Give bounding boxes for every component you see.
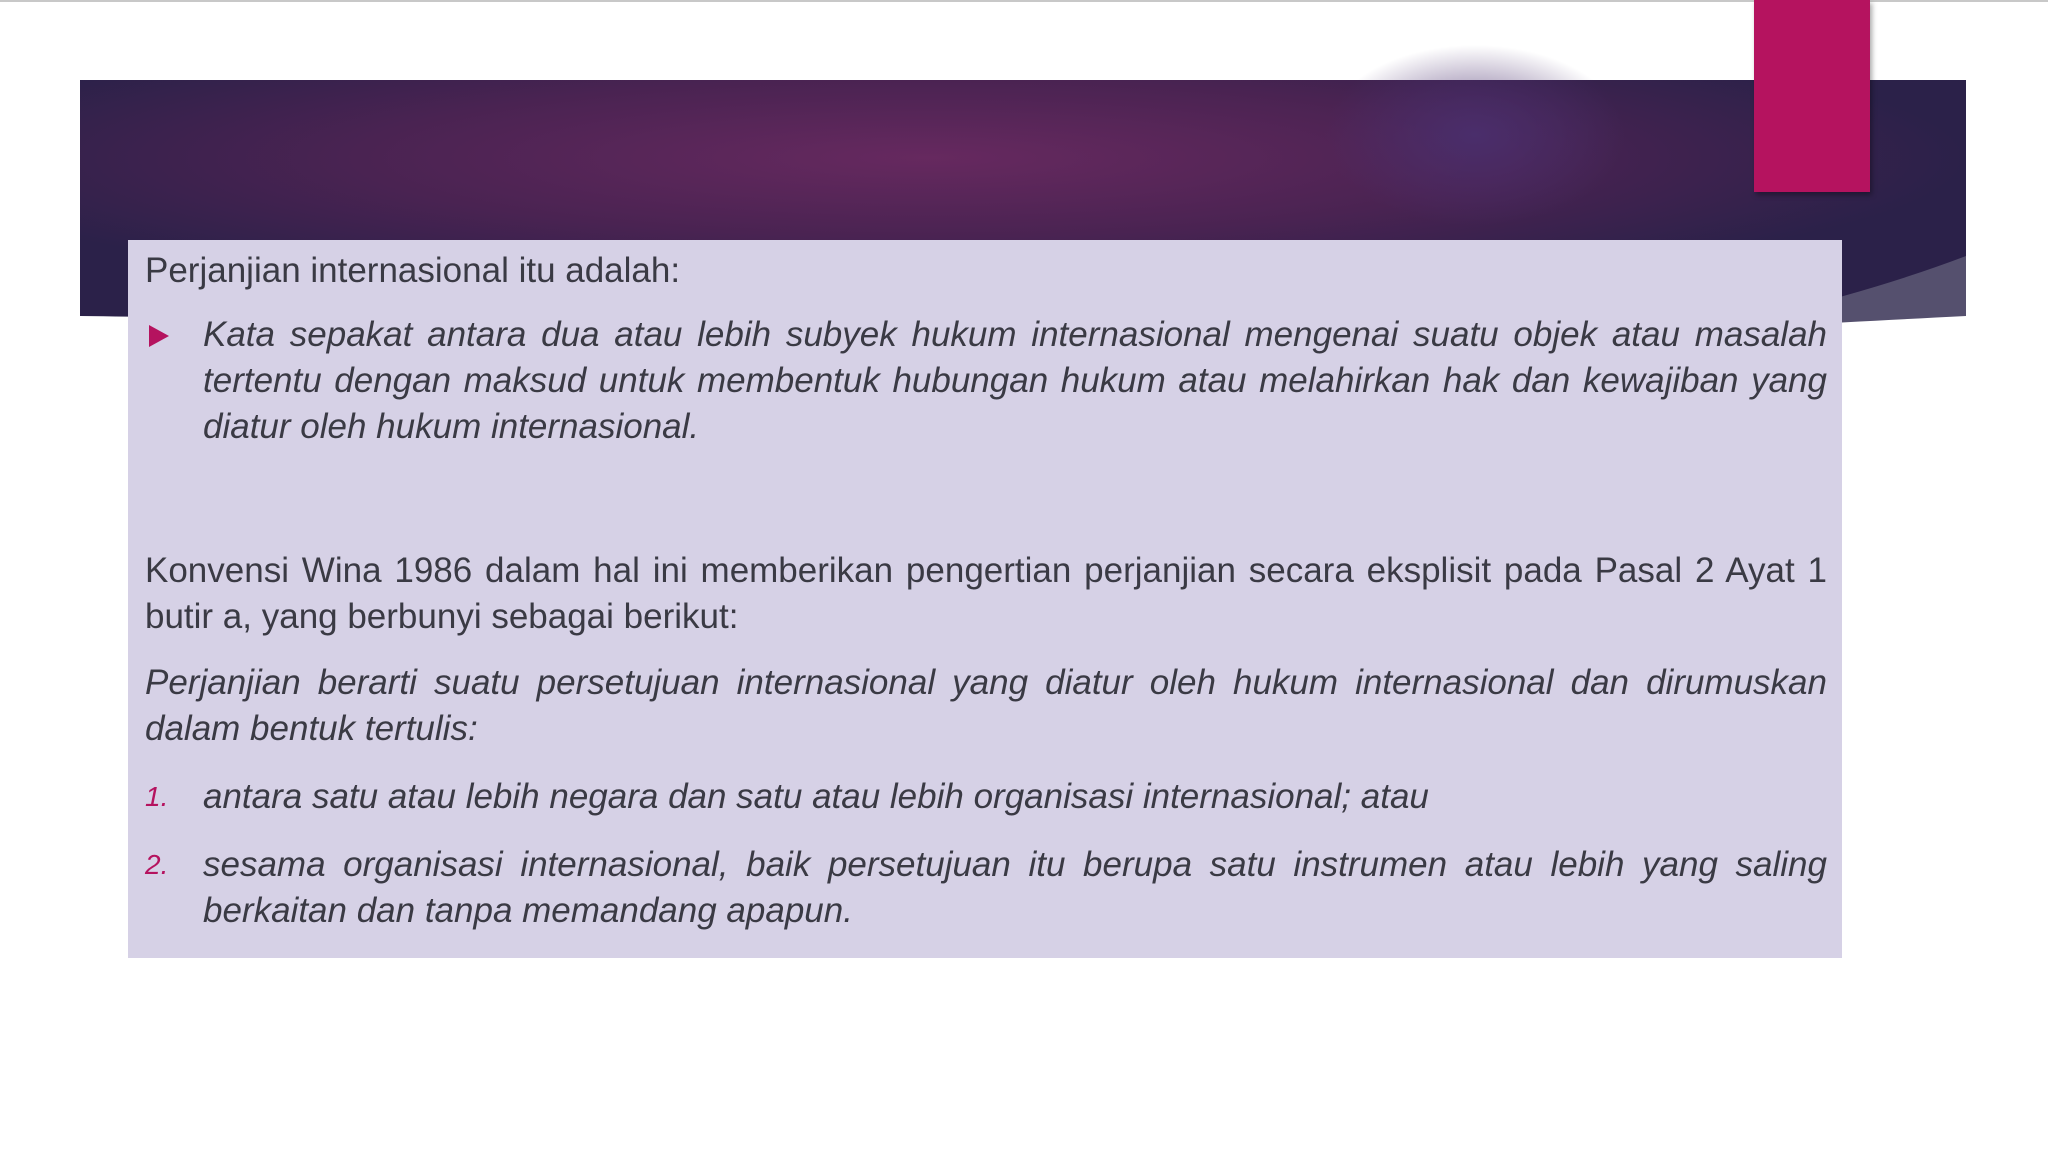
list-item [145, 842, 1827, 934]
intro-text: Perjanjian internasional itu adalah: [145, 251, 681, 290]
bullet-item [145, 312, 1827, 450]
list-number: 1. [145, 781, 169, 812]
triangle-bullet-icon [149, 325, 169, 347]
accent-tab [1754, 0, 1870, 192]
list-item [145, 774, 1827, 820]
list-item-text: antara satu atau lebih negara dan satu atau lebih organisasi internasional; atau [203, 777, 1429, 816]
konvensi-paragraph: Konvensi Wina 1986 dalam hal ini memberikan pengertian perjanjian secara eksplisit pada Pasal 2 Ayat 1 butir a, yang berbunyi sebagai berikut: [145, 551, 1827, 636]
list-item-text: sesama organisasi internasional, baik persetujuan itu berupa satu instrumen atau lebih yang saling berkaitan dan tanpa memandang apapun. [203, 845, 1827, 930]
definition-paragraph: Perjanjian berarti suatu persetujuan internasional yang diatur oleh hukum internasional dan dirumuskan dalam bentuk tertulis: [145, 663, 1827, 748]
list-number: 2. [145, 849, 169, 880]
content-box [128, 240, 1842, 958]
spacer [145, 450, 1827, 548]
bullet-text: Kata sepakat antara dua atau lebih subyek hukum internasional mengenai suatu objek atau masalah tertentu dengan maksud untuk membentuk hubungan hukum atau melahirkan hak dan kewajiban yang diatur oleh hukum internasional. [203, 315, 1827, 446]
